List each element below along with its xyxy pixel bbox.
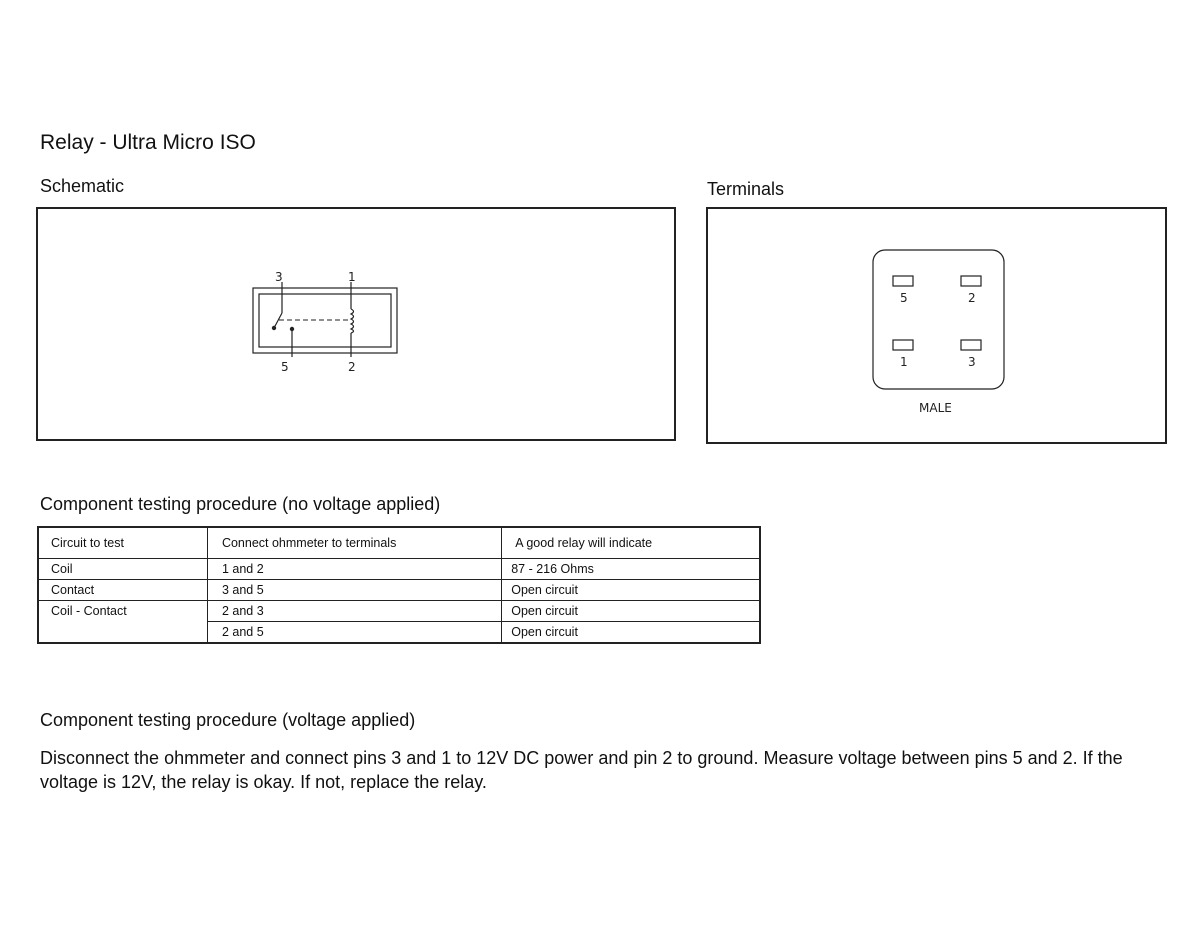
terminal-slot-3 — [961, 340, 981, 350]
table-cell: Open circuit — [502, 601, 760, 622]
terminal-slot-5 — [893, 276, 913, 286]
terminals-heading: Terminals — [707, 179, 785, 199]
terminal-slot-1 — [893, 340, 913, 350]
terminal-number-3: 3 — [968, 355, 976, 369]
switch-pivot-dot — [272, 326, 276, 330]
table-row — [38, 559, 760, 580]
pin-number-1: 1 — [348, 270, 356, 284]
table-cell: Coil — [38, 559, 207, 580]
table-row — [38, 580, 760, 601]
table-cell: 2 and 5 — [207, 622, 501, 644]
schematic-heading: Schematic — [40, 176, 125, 196]
table-header-row — [38, 527, 760, 559]
switch-contact-dot — [290, 327, 294, 331]
pin-number-5: 5 — [281, 360, 289, 374]
table-row — [38, 622, 760, 644]
table-cell: Open circuit — [502, 622, 760, 644]
terminals-panel — [706, 207, 1167, 444]
pin-number-2: 2 — [348, 360, 356, 374]
terminal-slot-2 — [961, 276, 981, 286]
table-cell: Open circuit — [502, 580, 760, 601]
terminal-number-2: 2 — [968, 291, 976, 305]
coil-winding — [351, 309, 354, 333]
relay-outer-outline — [253, 288, 397, 353]
header-terminals: Connect ohmmeter to terminals — [207, 527, 501, 559]
table-cell: Contact — [38, 580, 207, 601]
connector-type-label: MALE — [919, 401, 952, 415]
table-cell: 2 and 3 — [207, 601, 501, 622]
terminal-number-1: 1 — [900, 355, 908, 369]
ohmmeter-test-table — [37, 526, 761, 644]
table-cell: 3 and 5 — [207, 580, 501, 601]
terminal-number-5: 5 — [900, 291, 908, 305]
relay-schematic-diagram — [38, 209, 674, 439]
terminal-connector-diagram — [708, 209, 1165, 442]
voltage-procedure-text: Disconnect the ohmmeter and connect pins 3 and 1 to 12V DC power and pin 2 to ground. Measure voltage between pins 5 and 2. If the voltage is 12V, the relay is okay. If not, replace the relay. — [40, 748, 1123, 792]
schematic-panel — [36, 207, 676, 441]
no-voltage-procedure-heading: Component testing procedure (no voltage applied) — [40, 494, 441, 514]
relay-inner-outline — [259, 294, 391, 347]
connector-outline — [873, 250, 1004, 389]
pin-number-3: 3 — [275, 270, 283, 284]
table-cell — [38, 622, 207, 644]
table-cell: Coil - Contact — [38, 601, 207, 622]
header-circuit: Circuit to test — [38, 527, 207, 559]
table-row — [38, 601, 760, 622]
voltage-procedure-heading: Component testing procedure (voltage applied) — [40, 710, 416, 730]
header-indication: A good relay will indicate — [502, 527, 760, 559]
table-cell: 87 - 216 Ohms — [502, 559, 760, 580]
table-cell: 1 and 2 — [207, 559, 501, 580]
document-title: Relay - Ultra Micro ISO — [40, 131, 256, 154]
